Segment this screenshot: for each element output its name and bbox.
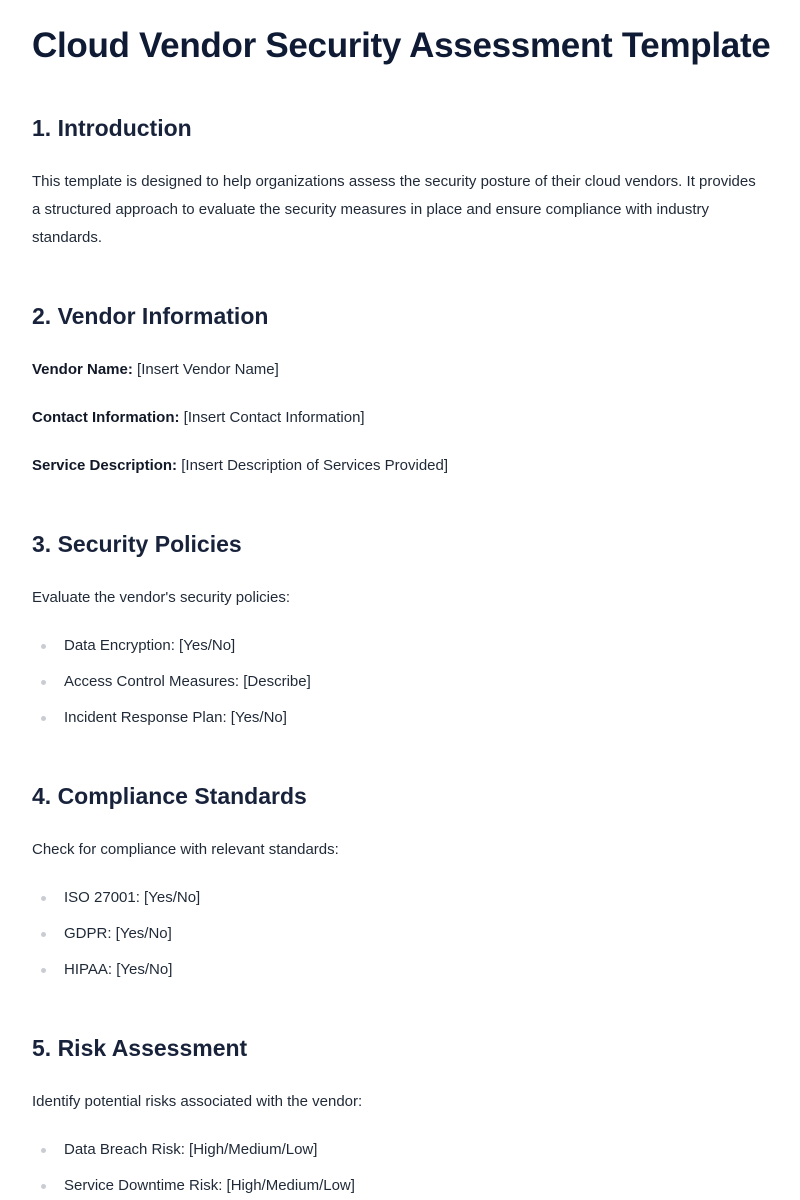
section-heading-vendor-information: 2. Vendor Information	[32, 303, 269, 329]
list-item-text: GDPR: [Yes/No]	[64, 925, 172, 942]
list-item-text: Data Breach Risk: [High/Medium/Low]	[64, 1141, 318, 1158]
list-item-text: Incident Response Plan: [Yes/No]	[64, 709, 287, 726]
bullet-icon	[41, 1148, 46, 1153]
list-item	[32, 1139, 732, 1175]
list-item	[32, 959, 732, 995]
bullet-icon	[41, 968, 46, 973]
list-item	[32, 1175, 732, 1199]
list-item-text: Data Encryption: [Yes/No]	[64, 637, 236, 654]
bullet-icon	[41, 716, 46, 721]
section-heading-compliance-standards: 4. Compliance Standards	[32, 783, 307, 809]
list-item	[32, 707, 732, 743]
list-item	[32, 923, 732, 959]
service-description-label: Service Description:	[32, 457, 178, 474]
section-heading-risk-assessment: 5. Risk Assessment	[32, 1035, 248, 1061]
compliance-standards-intro: Check for compliance with relevant standards:	[32, 841, 339, 858]
service-description-field	[32, 455, 448, 477]
risk-assessment-list	[32, 1139, 732, 1199]
service-description-value: [Insert Description of Services Provided]	[181, 457, 449, 474]
vendor-name-field	[32, 359, 279, 381]
document-title: Cloud Vendor Security Assessment Template	[32, 26, 771, 65]
vendor-name-value: [Insert Vendor Name]	[137, 361, 279, 378]
compliance-standards-list	[32, 887, 732, 995]
bullet-icon	[41, 932, 46, 937]
introduction-paragraph: This template is designed to help organizations assess the security posture of their cloud vendors. It provides a structured approach to evaluate the security measures in place and ensure compliance with industry standards.	[32, 173, 756, 246]
list-item-text: Service Downtime Risk: [High/Medium/Low]	[64, 1177, 355, 1194]
list-item-text: Access Control Measures: [Describe]	[64, 673, 311, 690]
contact-information-value: [Insert Contact Information]	[183, 409, 365, 426]
bullet-icon	[41, 896, 46, 901]
list-item-text: HIPAA: [Yes/No]	[64, 961, 173, 978]
list-item-text: ISO 27001: [Yes/No]	[64, 889, 201, 906]
bullet-icon	[41, 680, 46, 685]
security-policies-list	[32, 635, 732, 743]
section-heading-introduction: 1. Introduction	[32, 115, 192, 141]
bullet-icon	[41, 1184, 46, 1189]
risk-assessment-intro: Identify potential risks associated with the vendor:	[32, 1093, 363, 1110]
security-policies-intro: Evaluate the vendor's security policies:	[32, 589, 290, 606]
contact-information-field	[32, 407, 365, 429]
section-heading-security-policies: 3. Security Policies	[32, 531, 242, 557]
vendor-name-label: Vendor Name:	[32, 361, 133, 378]
list-item	[32, 887, 732, 923]
contact-information-label: Contact Information:	[32, 409, 180, 426]
list-item	[32, 671, 732, 707]
list-item	[32, 635, 732, 671]
bullet-icon	[41, 644, 46, 649]
